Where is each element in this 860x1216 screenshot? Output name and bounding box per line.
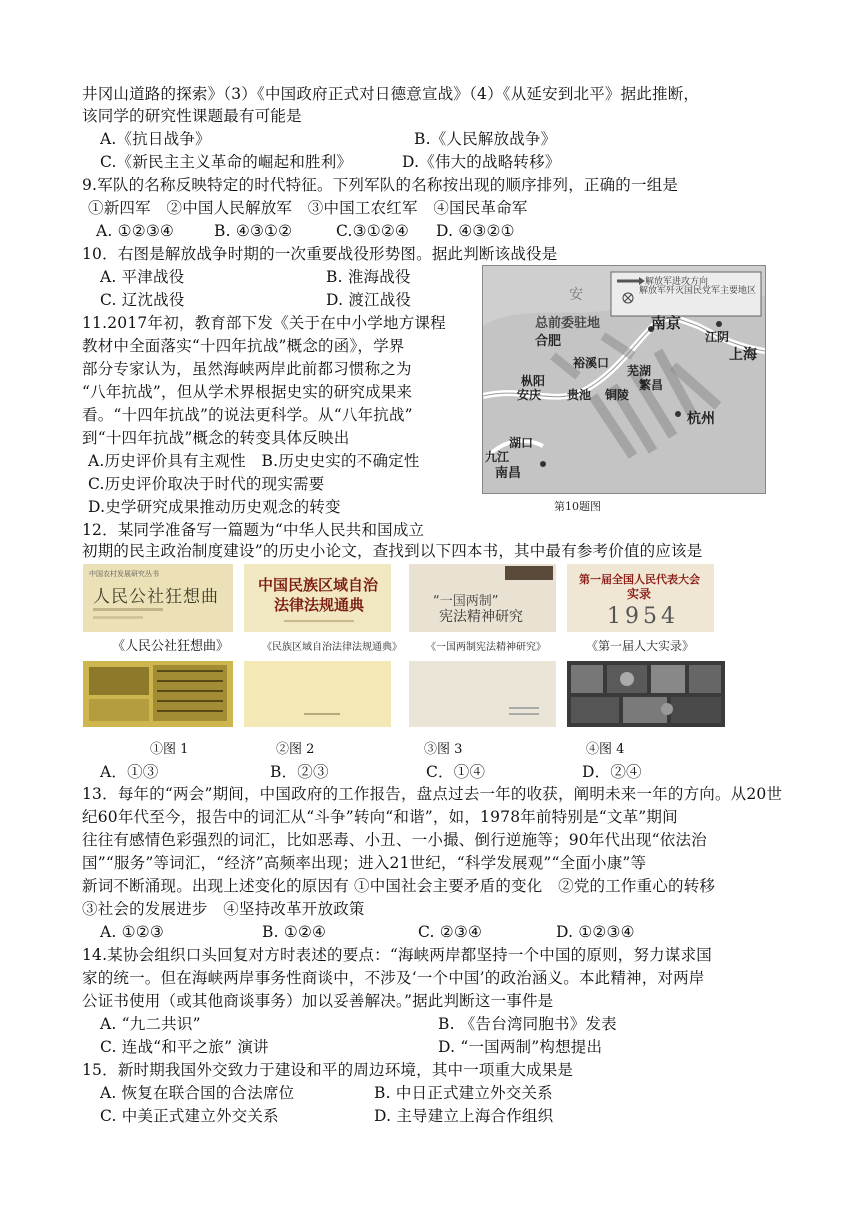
q12-option-d: D．②④ — [582, 763, 642, 781]
q11-option-ab: A.历史评价具有主观性 B.历史史实的不确定性 — [88, 452, 420, 470]
q11-option-c: C.历史评价取决于时代的现实需要 — [88, 475, 325, 493]
q8-text-line2: 该同学的研究性课题最有可能是 — [82, 107, 302, 125]
q11-line4: “八年抗战”，但从学术界根据史实的研究成果来 — [82, 383, 413, 401]
figure-3-image — [409, 661, 556, 727]
map-label-yuxikou: 裕溪口 — [573, 356, 610, 370]
figure-3-rule — [509, 707, 539, 709]
q14-line1: 14.某协会组织口头回复对方时表述的要点：“海峡两岸都坚持一个中国的原则，努力谋求国 — [82, 946, 712, 964]
map-legend-advance: 解放军进攻方向 — [645, 277, 709, 287]
q8-option-b: B.《人民解放战争》 — [414, 130, 557, 148]
map-label-hq: 总前委驻地 — [535, 316, 601, 331]
q14-option-d: D. “一国两制”构想提出 — [438, 1038, 603, 1056]
q13-line1: 13．每年的“两会”期间，中国政府的工作报告，盘点过去一年的收获，阐明未来一年的方向。从20世 — [82, 785, 783, 803]
book3-band — [505, 566, 553, 580]
q10-option-d: D. 渡江战役 — [326, 291, 412, 309]
book2-caption: 《民族区域自治法律法规通典》 — [262, 642, 402, 653]
q10-option-c: C. 辽沈战役 — [100, 291, 185, 309]
book-cover-3 — [409, 564, 556, 632]
map-label-nanchang: 南昌 — [495, 466, 522, 481]
figure-4-image — [567, 661, 725, 727]
book-cover-4 — [567, 564, 714, 632]
q13-line3: 往往有感情色彩强烈的词汇，比如恶毒、小丑、一小撮、倒行逆施等；90年代出现“依法治 — [82, 831, 707, 849]
q9-stem: 9.军队的名称反映特定的时代特征。下列军队的名称按出现的顺序排列，正确的一组是 — [82, 176, 679, 194]
map-legend-annihilate: 解放军歼灭国民党军主要地区 — [639, 286, 757, 296]
q8-text-line1: 井冈山道路的探索》（3）《中国政府正式对日德意宣战》（4）《从延安到北平》据此推断， — [82, 85, 700, 103]
q12-option-b: B．②③ — [270, 763, 329, 781]
book1-title: 人民公社狂想曲 — [93, 587, 219, 607]
book1-series: 中国农村发展研究丛书 — [89, 570, 159, 578]
book2-title-line2: 法律法规通典 — [274, 596, 365, 614]
q15-option-d: D. 主导建立上海合作组织 — [374, 1107, 554, 1125]
book3-title-line1: “一国两制” — [433, 594, 499, 609]
book1-caption: 《人民公社狂想曲》 — [112, 639, 230, 654]
figure-1-svg — [83, 661, 233, 727]
q9-option-c: C.③①②④ — [336, 222, 410, 240]
q14-line2: 家的统一。但在海峡两岸事务性商谈中，不涉及‘一个中国’的政治涵义。本此精神，对两岸 — [82, 969, 705, 987]
q11-option-d: D.史学研究成果推动历史观念的转变 — [88, 498, 341, 516]
q9-items: ①新四军 ②中国人民解放军 ③中国工农红军 ④国民革命军 — [88, 199, 528, 217]
book-cover-2 — [244, 564, 391, 632]
map-label-nanjing: 南京 — [651, 314, 682, 332]
q13-option-a: A. ①②③ — [100, 923, 164, 941]
q11-line1: 11.2017年初，教育部下发《关于在中小学地方课程 — [82, 314, 446, 332]
map-label-jiangyin: 江阴 — [705, 330, 730, 344]
map-label-hukou: 湖口 — [509, 436, 534, 450]
figure-4-svg — [567, 661, 725, 727]
q8-option-a: A.《抗日战争》 — [100, 130, 211, 148]
q15-stem: 15．新时期我国外交致力于建设和平的周边环境，其中一项重大成果是 — [82, 1061, 574, 1079]
q13-line2: 纪60年代至今，报告中的词汇从“斗争”转向“和谐”，如，1978年前特别是“文革”期间 — [82, 808, 678, 826]
figure-2-rule — [304, 713, 340, 715]
book2-title-line1: 中国民族区域自治 — [258, 576, 379, 594]
q12-option-a: A．①③ — [100, 763, 159, 781]
map-label-tongling: 铜陵 — [605, 388, 630, 402]
q10-stem: 10．右图是解放战争时期的一次重要战役形势图。据此判断该战役是 — [82, 245, 558, 263]
book4-caption: 《第一届人大实录》 — [586, 639, 695, 653]
q11-line6: 到“十四年抗战”概念的转变具体反映出 — [82, 429, 350, 447]
q15-option-b: B. 中日正式建立外交关系 — [374, 1084, 553, 1102]
q14-option-a: A. “九二共识” — [100, 1015, 201, 1033]
map-label-zongyang: 枞阳 — [521, 374, 546, 388]
q14-option-c: C. 连战“和平之旅” 演讲 — [100, 1038, 269, 1056]
map-label-guichi: 贵池 — [567, 388, 592, 402]
book4-title-line1: 第一届全国人民代表大会 — [579, 573, 700, 586]
q10-option-b: B. 淮海战役 — [326, 268, 411, 286]
figure-2-image — [244, 661, 391, 727]
book-cover-1 — [83, 564, 233, 632]
map-caption: 第10题图 — [554, 500, 601, 513]
q13-line5: 新词不断涌现。出现上述变化的原因有 ①中国社会主要矛盾的变化 ②党的工作重心的转移 — [82, 877, 716, 895]
q13-option-d: D. ①②③④ — [556, 923, 635, 941]
q15-option-a: A. 恢复在联合国的合法席位 — [100, 1084, 295, 1102]
q11-line5: 看。“十四年抗战”的说法更科学。从“八年抗战” — [82, 406, 413, 424]
figure-2-label: ②图 2 — [276, 742, 315, 757]
q14-line3: 公证书使用（或其他商谈事务）加以妥善解决。”据此判断这一事件是 — [82, 992, 554, 1010]
battle-map — [482, 265, 766, 494]
book2-rule — [284, 620, 354, 622]
figure-3-label: ③图 3 — [424, 742, 463, 757]
q10-option-a: A. 平津战役 — [100, 268, 185, 286]
figure-1-image — [83, 661, 233, 727]
map-label-anhui: 安 — [569, 287, 583, 303]
q11-line2: 教材中全面落实“十四年抗战”概念的函》，学界 — [82, 337, 405, 355]
book1-rule2 — [93, 616, 143, 619]
book4-title-line2: 实录 — [627, 587, 652, 601]
q8-option-d: D.《伟大的战略转移》 — [402, 153, 561, 171]
book4-year: 1954 — [607, 604, 679, 629]
figure-4-label: ④图 4 — [586, 742, 625, 757]
q11-line3: 部分专家认为，虽然海峡两岸此前都习惯称之为 — [82, 360, 412, 378]
q13-line6: ③社会的发展进步 ④坚持改革开放政策 — [82, 900, 365, 918]
book1-rule — [93, 608, 163, 611]
map-label-hangzhou: 杭州 — [687, 411, 715, 427]
q12-line2: 初期的民主政治制度建设”的历史小论文，查找到以下四本书，其中最有参考价值的应该是 — [82, 542, 703, 560]
map-label-hefei: 合肥 — [535, 334, 562, 349]
q9-option-a: A. ①②③④ — [96, 222, 175, 240]
map-label-fanchang: 繁昌 — [639, 378, 664, 392]
q14-option-b: B. 《告台湾同胞书》发表 — [438, 1015, 617, 1033]
figure-1-label: ①图 1 — [150, 742, 189, 757]
q13-option-c: C. ②③④ — [418, 923, 483, 941]
q13-line4: 国”“服务”等词汇，“经济”高频率出现；进入21世纪，“科学发展观”“全面小康”等 — [82, 854, 647, 872]
map-label-shanghai: 上海 — [729, 347, 757, 363]
q9-option-d: D. ④③②① — [436, 222, 515, 240]
map-label-wuhu: 芜湖 — [627, 364, 652, 378]
q9-option-b: B. ④③①② — [214, 222, 293, 240]
q12-option-c: C．①④ — [426, 763, 486, 781]
figure-3-rule2 — [509, 713, 539, 715]
q13-option-b: B. ①②④ — [262, 923, 327, 941]
book3-caption: 《一国两制宪法精神研究》 — [426, 642, 546, 653]
q15-option-c: C. 中美正式建立外交关系 — [100, 1107, 279, 1125]
q12-line1: 12．某同学准备写一篇题为“中华人民共和国成立 — [82, 521, 425, 539]
book3-title-line2: 宪法精神研究 — [439, 609, 523, 625]
q8-option-c: C.《新民主主义革命的崛起和胜利》 — [100, 153, 353, 171]
map-label-anqing: 安庆 — [517, 388, 542, 402]
map-label-jiujiang: 九江 — [485, 450, 510, 464]
